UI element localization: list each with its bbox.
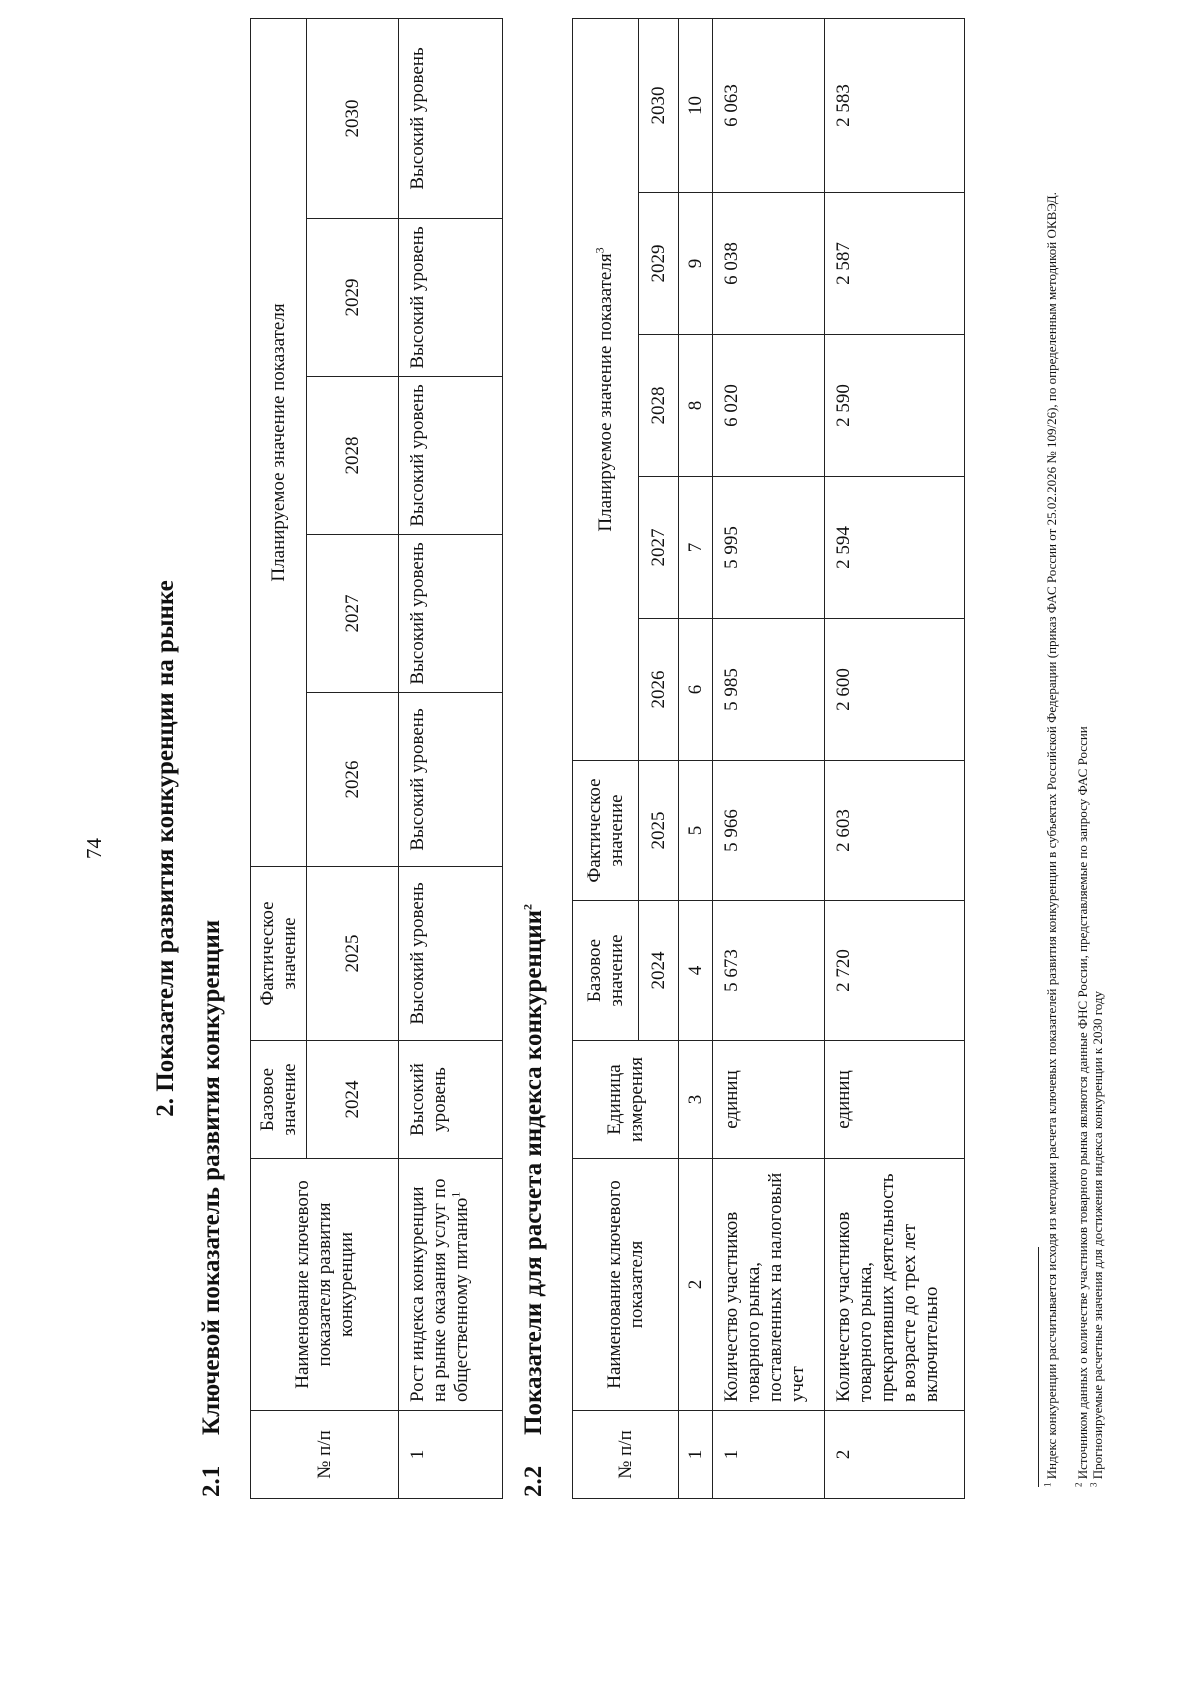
footnote-mark: 3 bbox=[1088, 1482, 1099, 1487]
column-number: 1 bbox=[679, 1411, 713, 1499]
value-cell: 5 985 bbox=[713, 619, 825, 761]
footnote-mark: 1 bbox=[1042, 1482, 1053, 1487]
footnote-ref: 1 bbox=[448, 1191, 463, 1198]
footnote-mark: 2 bbox=[1073, 1482, 1084, 1487]
value-cell: Высокий уровень bbox=[399, 693, 503, 867]
table2-col-unit: Единица измерения bbox=[573, 1041, 679, 1159]
table-row bbox=[713, 18, 825, 1498]
footnote-separator bbox=[1038, 1247, 1039, 1487]
row-number: 1 bbox=[399, 1411, 503, 1499]
table2-year: 2028 bbox=[639, 335, 679, 477]
footnote-text: Источником данных о количестве участников товарного рынка являются данные ФНС России, представляемые по запросу ФАС России bbox=[1075, 726, 1090, 1480]
table1-year: 2029 bbox=[307, 219, 399, 377]
value-cell: 2 583 bbox=[825, 18, 965, 192]
table2-col-fact: Фактическое значение bbox=[573, 761, 639, 901]
table-row bbox=[399, 18, 503, 1498]
value-cell: 6 038 bbox=[713, 193, 825, 335]
subsection-2-1-number: 2.1 bbox=[198, 1465, 225, 1497]
footnote-text: Индекс конкуренции рассчитывается исходя из методики расчета ключевых показателей развития конкуренции в субъектах Российской Федерации (приказ ФАС России от 25.02.2026 № 109/26), по определенным методикой ОКВЭД. bbox=[1044, 192, 1059, 1480]
footnote-text: Прогнозируемые расчетные значения для достижения индекса конкуренции к 2030 году bbox=[1090, 991, 1105, 1480]
footnote-ref: 3 bbox=[592, 247, 607, 254]
table1-col-plan: Планируемое значение показателя bbox=[251, 18, 307, 866]
column-number: 10 bbox=[679, 18, 713, 192]
row-number: 2 bbox=[825, 1411, 965, 1499]
subsection-2-2-heading bbox=[520, 904, 548, 1497]
value-cell: Высокий уровень bbox=[399, 867, 503, 1041]
table1-year: 2026 bbox=[307, 693, 399, 867]
unit-cell: единиц bbox=[825, 1041, 965, 1159]
indicator-name-text: Рост индекса конкуренции на рынке оказания услуг по общественному питанию bbox=[407, 1178, 472, 1402]
value-cell: Высокий уровень bbox=[399, 377, 503, 535]
table2-year: 2025 bbox=[639, 761, 679, 901]
table2-year: 2029 bbox=[639, 193, 679, 335]
footnote-3 bbox=[1090, 87, 1105, 1487]
column-number: 2 bbox=[679, 1159, 713, 1411]
value-cell: 2 594 bbox=[825, 477, 965, 619]
table2-col-name: Наименование ключевого показателя bbox=[573, 1159, 679, 1411]
value-cell: 2 587 bbox=[825, 193, 965, 335]
table2-col-plan-text: Планируемое значение показателя bbox=[594, 253, 616, 532]
value-cell: 5 966 bbox=[713, 761, 825, 901]
table1-col-name: Наименование ключевого показателя развития конкуренции bbox=[251, 1159, 399, 1411]
table2-col-base: Базовое значение bbox=[573, 901, 639, 1041]
column-number: 8 bbox=[679, 335, 713, 477]
table1-col-num: № п/п bbox=[251, 1411, 399, 1499]
column-number: 4 bbox=[679, 901, 713, 1041]
value-cell: Высокий уровень bbox=[399, 1041, 503, 1159]
value-cell: Высокий уровень bbox=[399, 18, 503, 218]
value-cell: 2 720 bbox=[825, 901, 965, 1041]
table2-year: 2030 bbox=[639, 18, 679, 192]
value-cell: 6 020 bbox=[713, 335, 825, 477]
subsection-2-1-heading bbox=[198, 920, 226, 1497]
table1-col-fact: Фактическое значение bbox=[251, 867, 307, 1041]
indicator-name: Количество участников товарного рынка, поставленных на налоговый учет bbox=[713, 1159, 825, 1411]
table1-year: 2027 bbox=[307, 535, 399, 693]
table1-year: 2025 bbox=[307, 867, 399, 1041]
column-number: 5 bbox=[679, 761, 713, 901]
value-cell: 2 600 bbox=[825, 619, 965, 761]
table-row bbox=[825, 18, 965, 1498]
subsection-2-2-title: Показатели для расчета индекса конкуренции bbox=[520, 909, 547, 1435]
footnote-2 bbox=[1075, 87, 1090, 1487]
table2-col-num: № п/п bbox=[573, 1411, 679, 1499]
unit-cell: единиц bbox=[713, 1041, 825, 1159]
footnote-1 bbox=[1044, 87, 1059, 1487]
table2-year: 2027 bbox=[639, 477, 679, 619]
value-cell: 2 603 bbox=[825, 761, 965, 901]
footnote-ref: 2 bbox=[520, 903, 535, 910]
column-number: 6 bbox=[679, 619, 713, 761]
column-number: 9 bbox=[679, 193, 713, 335]
subsection-2-2-number: 2.2 bbox=[520, 1465, 547, 1497]
table2-col-plan bbox=[573, 18, 639, 760]
table1-header-row-1 bbox=[251, 18, 307, 1498]
value-cell: 2 590 bbox=[825, 335, 965, 477]
page-number: 74 bbox=[82, 838, 106, 859]
value-cell: 5 995 bbox=[713, 477, 825, 619]
indicator-name bbox=[399, 1159, 503, 1411]
table2-year: 2024 bbox=[639, 901, 679, 1041]
section-title: 2. Показатели развития конкуренции на рынке bbox=[152, 580, 179, 1117]
value-cell: 5 673 bbox=[713, 901, 825, 1041]
table1-year: 2030 bbox=[307, 18, 399, 218]
row-number: 1 bbox=[713, 1411, 825, 1499]
value-cell: 6 063 bbox=[713, 18, 825, 192]
value-cell: Высокий уровень bbox=[399, 535, 503, 693]
column-number: 3 bbox=[679, 1041, 713, 1159]
column-number: 7 bbox=[679, 477, 713, 619]
key-indicator-table bbox=[250, 18, 503, 1499]
table2-column-numbers-row bbox=[679, 18, 713, 1498]
table1-year: 2028 bbox=[307, 377, 399, 535]
table2-header-row-1 bbox=[573, 18, 639, 1498]
table1-col-base: Базовое значение bbox=[251, 1041, 307, 1159]
value-cell: Высокий уровень bbox=[399, 219, 503, 377]
indicator-name: Количество участников товарного рынка, прекративших деятельность в возрасте до трех лет включительно bbox=[825, 1159, 965, 1411]
competition-index-table bbox=[572, 18, 965, 1499]
subsection-2-1-title: Ключевой показатель развития конкуренции bbox=[198, 919, 225, 1435]
table1-year: 2024 bbox=[307, 1041, 399, 1159]
table2-year: 2026 bbox=[639, 619, 679, 761]
